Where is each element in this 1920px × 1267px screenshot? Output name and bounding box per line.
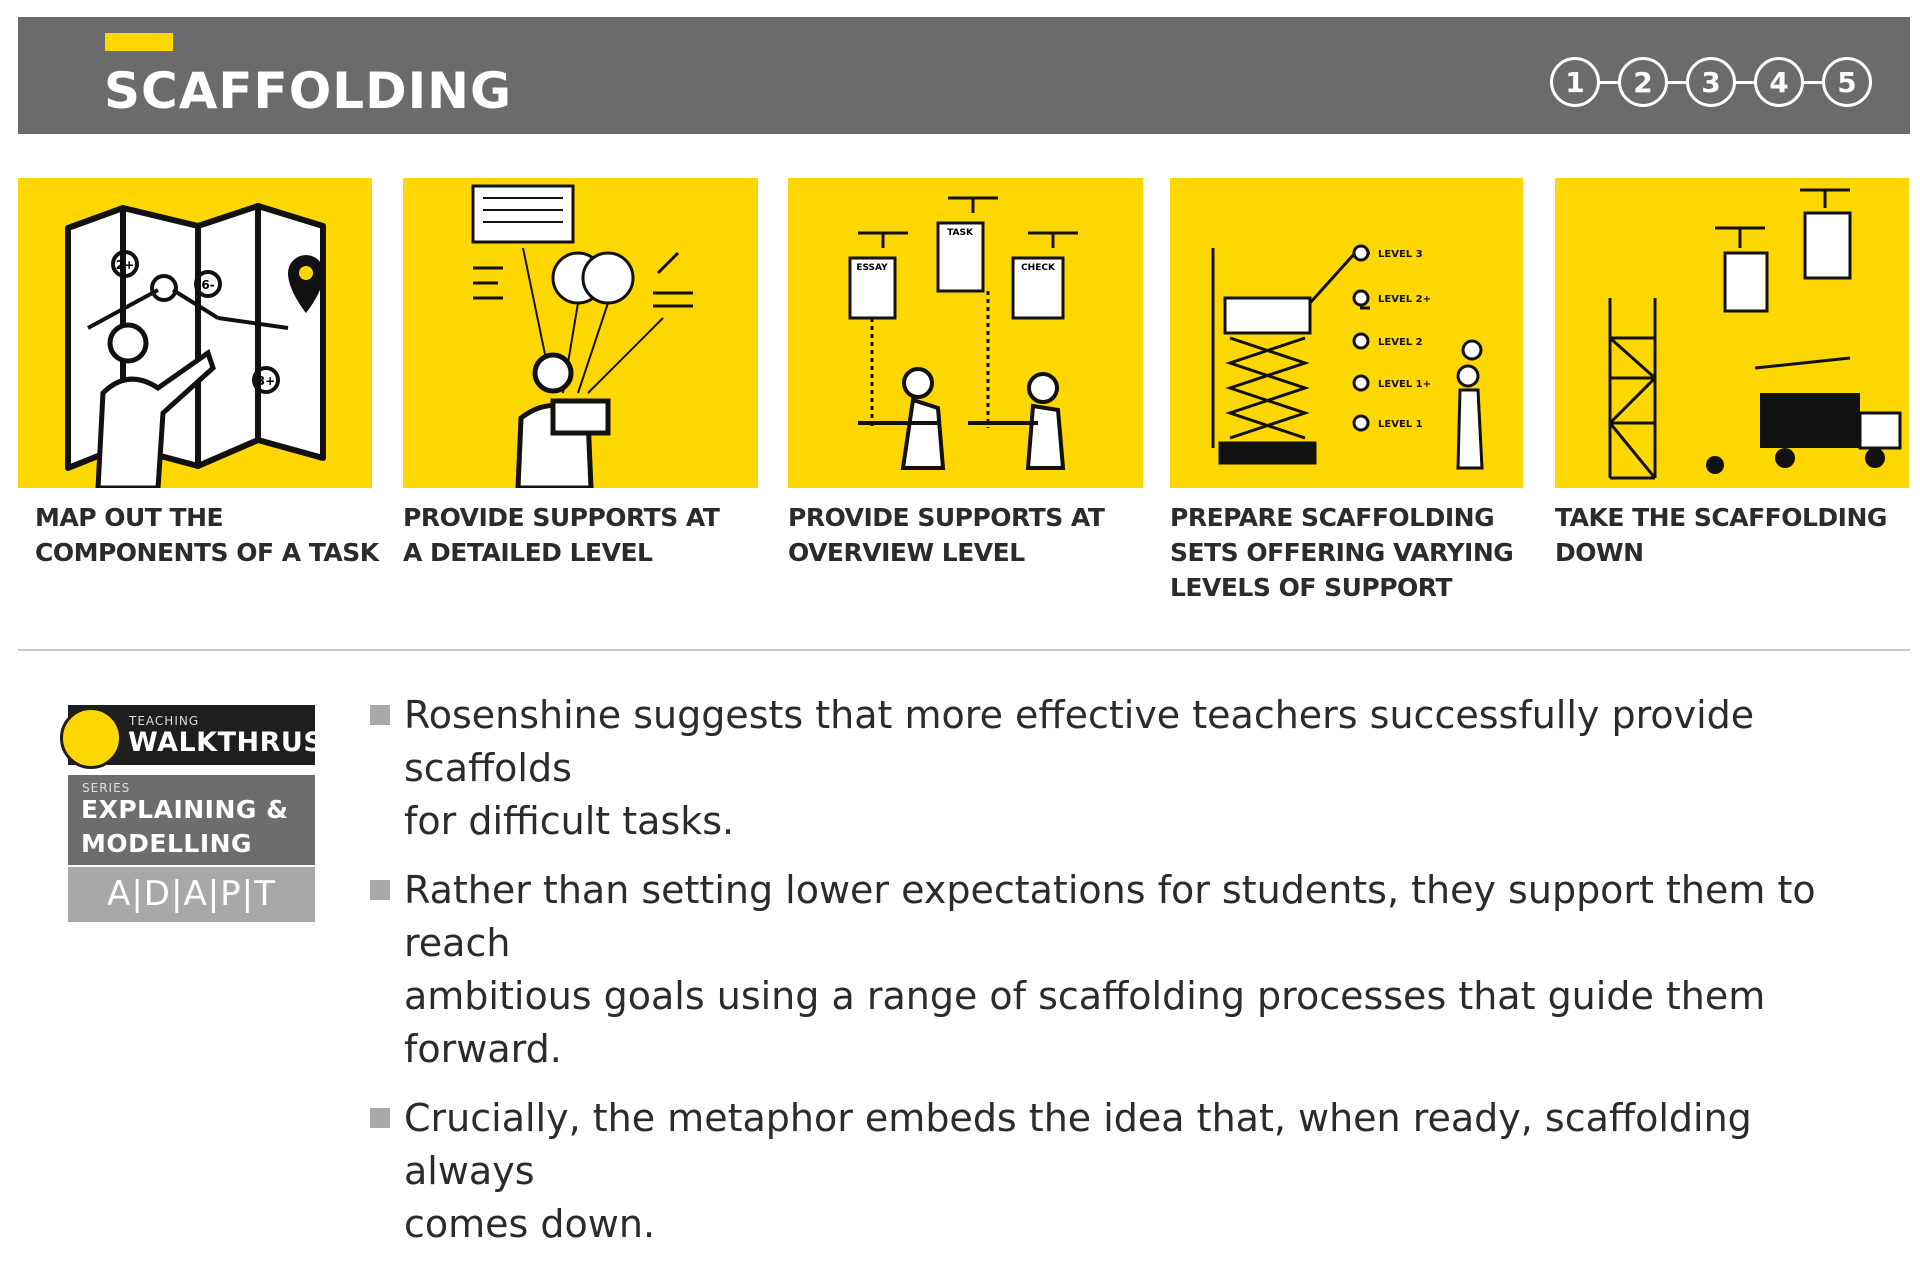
step-connector (1600, 81, 1618, 84)
level-1plus-label: LEVEL 1+ (1378, 379, 1431, 390)
title-accent (105, 33, 173, 51)
bullet-item: Rather than setting lower expectations for students, they support them to reach ambitious goals using a range of scaffolding processes that guide them forward. (370, 864, 1890, 1076)
level-2plus-label: LEVEL 2+ (1378, 294, 1431, 305)
logo-walkthrus: WALKTHRUS (128, 727, 324, 758)
level-3-label: LEVEL 3 (1378, 249, 1423, 260)
bullet-item: Rosenshine suggests that more effective teachers successfully provide scaffolds for difficult tasks. (370, 689, 1890, 848)
step-2[interactable]: 2 (1618, 57, 1668, 107)
bullet-square-icon (370, 1108, 390, 1128)
caption-detailed-level: PROVIDE SUPPORTS AT A DETAILED LEVEL (403, 503, 720, 567)
scissor-lift-icon (1170, 178, 1523, 488)
step-4[interactable]: 4 (1754, 57, 1804, 107)
caption-map-components: MAP OUT THE COMPONENTS OF A TASK (35, 503, 379, 567)
step-indicator (1550, 56, 1872, 108)
panel-overview-level (788, 178, 1143, 488)
header-bar (18, 17, 1910, 134)
bullet-square-icon (370, 705, 390, 725)
caption-scaffolding-sets: PREPARE SCAFFOLDING SETS OFFERING VARYING LEVELS OF SUPPORT (1170, 503, 1514, 602)
scaffold-truck-icon (1555, 178, 1909, 488)
series-line-2: MODELLING (81, 829, 253, 858)
adapt-label: A|D|A|P|T (68, 867, 315, 922)
series-label (68, 775, 315, 865)
level-2-label: LEVEL 2 (1378, 337, 1423, 348)
map-label-1: 2+ (115, 258, 135, 272)
bullet-square-icon (370, 880, 390, 900)
panel-map-components (18, 178, 372, 488)
bullet-item: Crucially, the metaphor embeds the idea that, when ready, scaffolding always comes down. (370, 1092, 1890, 1251)
section-divider (18, 649, 1910, 651)
page-title: SCAFFOLDING (104, 62, 513, 120)
doc-label-check: CHECK (1021, 263, 1055, 273)
panel-detailed-level (403, 178, 758, 488)
step-connector (1804, 81, 1822, 84)
level-1-label: LEVEL 1 (1378, 419, 1423, 430)
step-5[interactable]: 5 (1822, 57, 1872, 107)
step-connector (1736, 81, 1754, 84)
caption-overview-level: PROVIDE SUPPORTS AT OVERVIEW LEVEL (788, 503, 1105, 567)
map-planning-icon (18, 178, 372, 488)
map-label-3: 3+ (256, 374, 276, 388)
detailed-support-icon (403, 178, 758, 488)
panel-scaffolding-sets (1170, 178, 1523, 488)
caption-take-down: TAKE THE SCAFFOLDING DOWN (1555, 503, 1887, 567)
step-3[interactable]: 3 (1686, 57, 1736, 107)
map-label-2: 6- (201, 278, 215, 292)
walkthrus-logo (68, 705, 324, 765)
step-1[interactable]: 1 (1550, 57, 1600, 107)
panel-take-down (1555, 178, 1909, 488)
step-connector (1668, 81, 1686, 84)
overview-support-icon (788, 178, 1143, 488)
doc-label-task: TASK (947, 228, 973, 238)
bullet-list (370, 689, 1890, 1267)
walkthrus-badge-icon (60, 707, 122, 769)
logo-teaching: TEACHING (129, 714, 200, 728)
series-caption: SERIES (82, 781, 131, 795)
series-line-1: EXPLAINING & (81, 795, 289, 824)
doc-label-essay: ESSAY (856, 263, 888, 273)
